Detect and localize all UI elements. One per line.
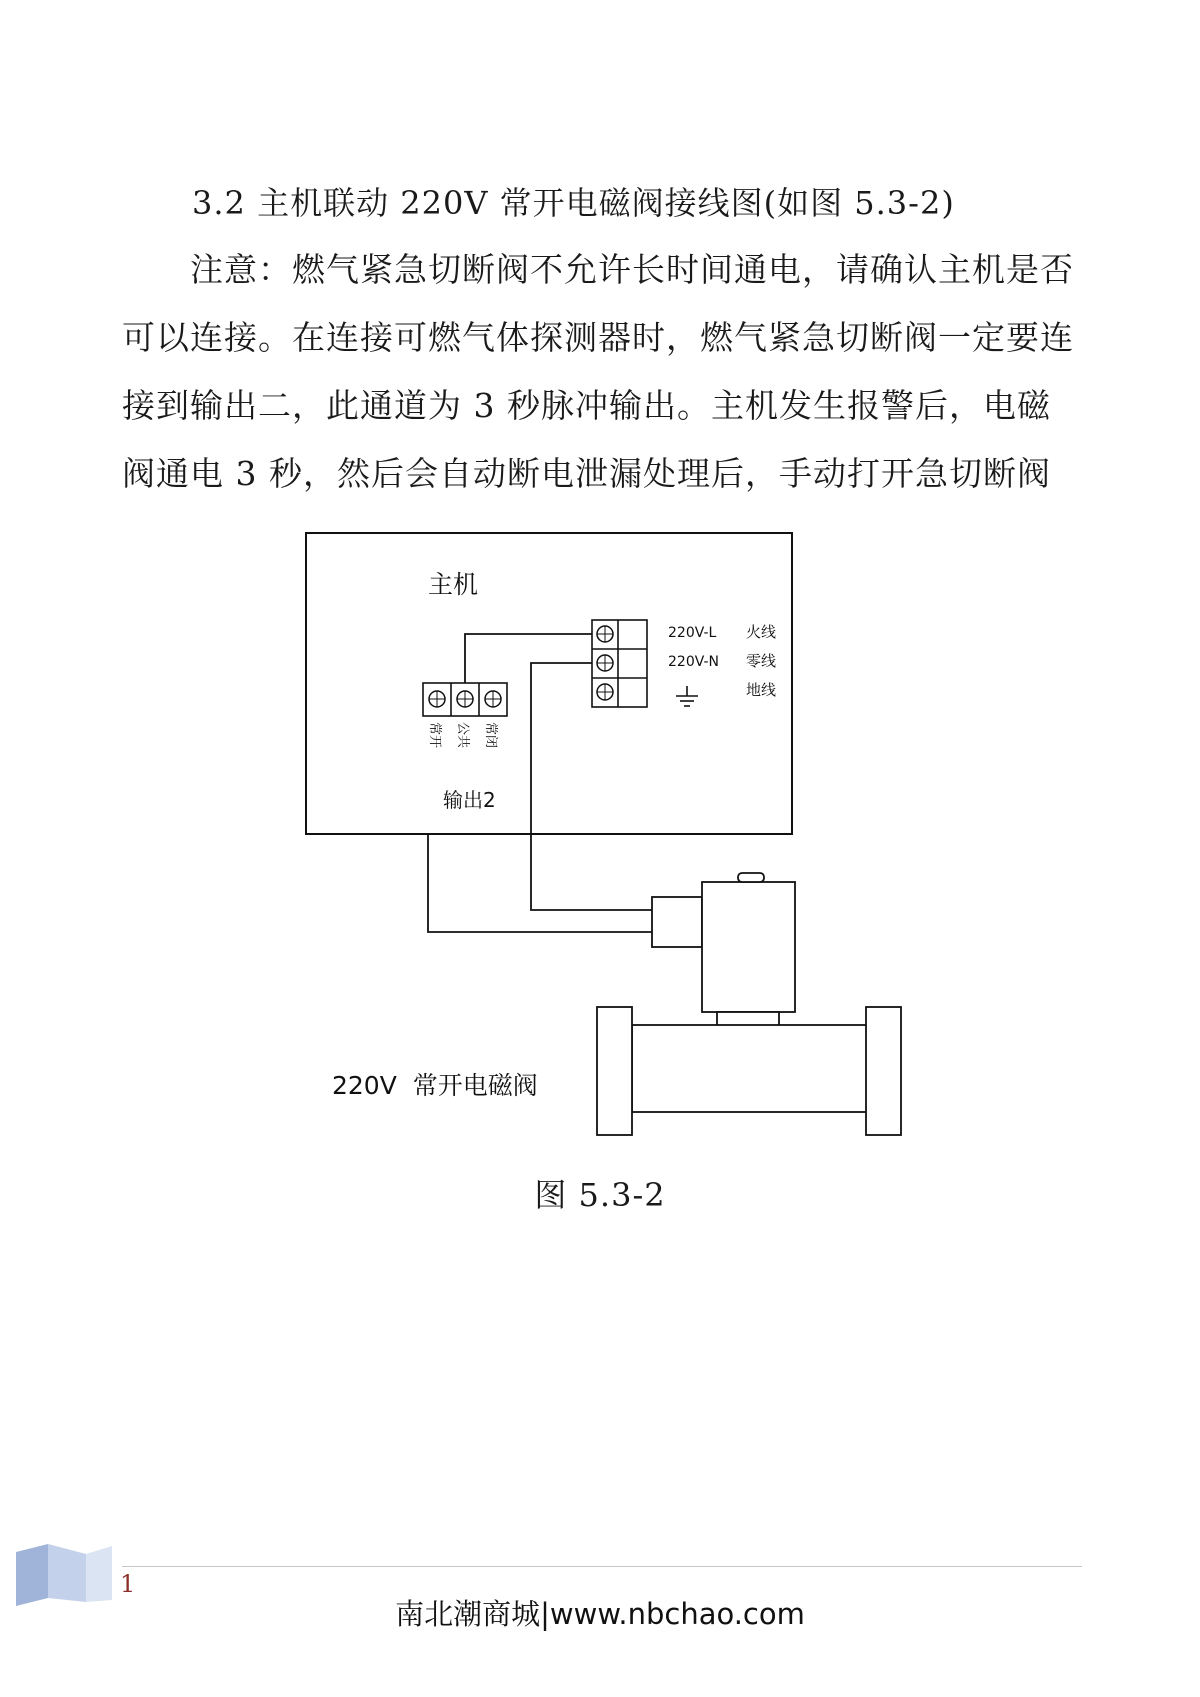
footer-divider (122, 1566, 1082, 1567)
valve-label: 220V 常开电磁阀 (332, 1071, 538, 1100)
terminal-code-n: 220V-N (668, 654, 720, 670)
solenoid-valve (597, 873, 901, 1135)
ground-icon (676, 686, 698, 706)
screw-icon (429, 691, 445, 707)
terminal-code-l: 220V-L (668, 625, 717, 641)
footer-site-link[interactable]: 南北潮商城|www.nbchao.com (395, 1597, 805, 1631)
output-label: 输出2 (443, 788, 496, 812)
terminal-name-live: 火线 (746, 623, 777, 641)
output-terminal-block (423, 683, 507, 716)
figure-caption: 图 5.3-2 (534, 1176, 666, 1214)
screw-icon (457, 691, 473, 707)
note-paragraph: 注意：燃气紧急切断阀不允许长时间通电，请确认主机是否可以连接。在连接可燃气体探测器时，燃气紧急切断阀一定要连接到输出二，此通道为 3 秒脉冲输出。主机发生报警后，电磁阀通电 3 秒，然后会自动断电泄漏处理后，手动打开急切断阀 (122, 250, 1074, 493)
output-terminal-no: 常开 (427, 722, 442, 749)
section-heading: 3.2 主机联动 220V 常开电磁阀接线图(如图 5.3-2) (192, 184, 955, 222)
terminal-name-ground: 地线 (746, 681, 777, 699)
output-terminal-nc: 常闭 (483, 722, 498, 749)
power-terminal-block (592, 620, 647, 707)
host-label: 主机 (428, 570, 479, 599)
output-terminal-com: 公共 (455, 722, 470, 749)
screw-icon (597, 684, 613, 700)
screw-icon (485, 691, 501, 707)
host-box (306, 533, 792, 834)
terminal-name-neutral: 零线 (746, 652, 777, 670)
page-number: 1 (120, 1570, 136, 1598)
screw-icon (597, 655, 613, 671)
screw-icon (597, 626, 613, 642)
